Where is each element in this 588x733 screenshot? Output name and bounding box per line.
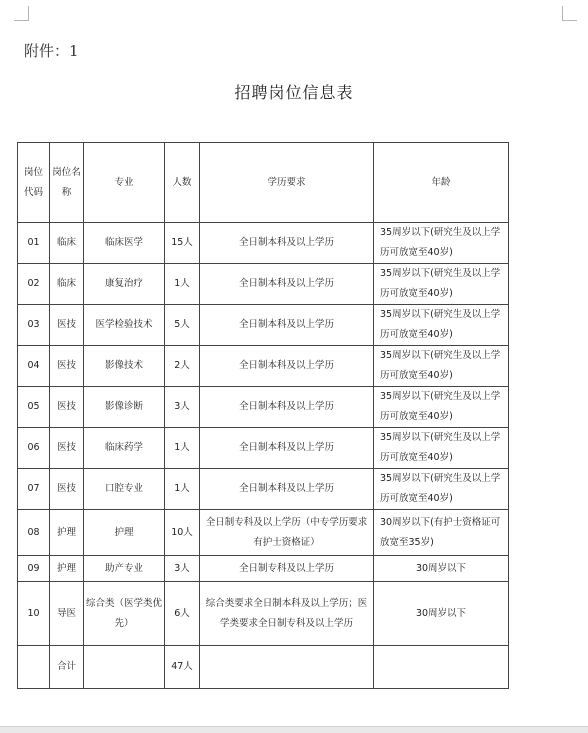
cell-code: 01 <box>18 223 50 264</box>
cell-code: 06 <box>18 428 50 469</box>
cell-name: 护理 <box>50 510 84 556</box>
cell-age: 35周岁以下(研究生及以上学历可放宽至40岁) <box>374 305 509 346</box>
cell-major: 口腔专业 <box>84 469 165 510</box>
header-education: 学历要求 <box>200 143 374 223</box>
cell-age: 30周岁以下(有护士资格证可放宽至35岁) <box>374 510 509 556</box>
table-row <box>18 510 509 556</box>
cell-major: 影像技术 <box>84 346 165 387</box>
cell-major: 护理 <box>84 510 165 556</box>
cell-age: 30周岁以下 <box>374 556 509 582</box>
cell-education: 全日制本科及以上学历 <box>200 223 374 264</box>
cell-count: 1人 <box>165 264 200 305</box>
cell-name: 医技 <box>50 305 84 346</box>
cell-count: 10人 <box>165 510 200 556</box>
header-major: 专业 <box>84 143 165 223</box>
cell-name: 临床 <box>50 264 84 305</box>
total-count: 47人 <box>165 646 200 689</box>
table-row <box>18 582 509 646</box>
cell-major: 康复治疗 <box>84 264 165 305</box>
cell-age: 35周岁以下(研究生及以上学历可放宽至40岁) <box>374 346 509 387</box>
cell-age: 35周岁以下(研究生及以上学历可放宽至40岁) <box>374 387 509 428</box>
cell-code: 09 <box>18 556 50 582</box>
recruitment-table <box>17 142 509 689</box>
attachment-label: 附件：1 <box>24 42 79 60</box>
cell-count: 6人 <box>165 582 200 646</box>
cell-education: 全日制本科及以上学历 <box>200 346 374 387</box>
cell-code: 02 <box>18 264 50 305</box>
cell-empty <box>18 646 50 689</box>
cell-education: 全日制本科及以上学历 <box>200 469 374 510</box>
cell-code: 10 <box>18 582 50 646</box>
cell-major: 医学检验技术 <box>84 305 165 346</box>
cell-count: 15人 <box>165 223 200 264</box>
cell-code: 04 <box>18 346 50 387</box>
header-name: 岗位名称 <box>50 143 84 223</box>
cell-count: 2人 <box>165 346 200 387</box>
header-age: 年龄 <box>374 143 509 223</box>
cell-empty <box>374 646 509 689</box>
cell-education: 全日制本科及以上学历 <box>200 387 374 428</box>
cell-education: 全日制本科及以上学历 <box>200 305 374 346</box>
cell-name: 医技 <box>50 469 84 510</box>
table-row <box>18 428 509 469</box>
table-total-row <box>18 646 509 689</box>
cell-name: 医技 <box>50 346 84 387</box>
cell-age: 35周岁以下(研究生及以上学历可放宽至40岁) <box>374 469 509 510</box>
cell-major: 助产专业 <box>84 556 165 582</box>
cell-code: 08 <box>18 510 50 556</box>
total-label: 合计 <box>50 646 84 689</box>
table-row <box>18 305 509 346</box>
cell-age: 35周岁以下(研究生及以上学历可放宽至40岁) <box>374 428 509 469</box>
table-row <box>18 387 509 428</box>
cell-count: 1人 <box>165 469 200 510</box>
cell-name: 医技 <box>50 387 84 428</box>
table-row <box>18 264 509 305</box>
cell-education: 全日制本科及以上学历 <box>200 264 374 305</box>
cell-education: 全日制本科及以上学历 <box>200 428 374 469</box>
table-header-row <box>18 143 509 223</box>
cell-age: 35周岁以下(研究生及以上学历可放宽至40岁) <box>374 264 509 305</box>
table-row <box>18 556 509 582</box>
cell-count: 1人 <box>165 428 200 469</box>
page-corner-mark-right <box>562 6 577 21</box>
cell-education: 综合类要求全日制本科及以上学历；医学类要求全日制专科及以上学历 <box>200 582 374 646</box>
page-corner-mark-left <box>14 6 29 21</box>
cell-code: 07 <box>18 469 50 510</box>
cell-count: 3人 <box>165 387 200 428</box>
cell-count: 3人 <box>165 556 200 582</box>
cell-empty <box>84 646 165 689</box>
header-count: 人数 <box>165 143 200 223</box>
header-code: 岗位代码 <box>18 143 50 223</box>
cell-age: 30周岁以下 <box>374 582 509 646</box>
document-title: 招聘岗位信息表 <box>234 83 354 102</box>
cell-empty <box>200 646 374 689</box>
cell-name: 导医 <box>50 582 84 646</box>
cell-age: 35周岁以下(研究生及以上学历可放宽至40岁) <box>374 223 509 264</box>
cell-education: 全日制专科及以上学历（中专学历要求有护士资格证） <box>200 510 374 556</box>
table-row <box>18 223 509 264</box>
table-row <box>18 346 509 387</box>
cell-major: 临床医学 <box>84 223 165 264</box>
cell-name: 医技 <box>50 428 84 469</box>
cell-major: 临床药学 <box>84 428 165 469</box>
cell-name: 护理 <box>50 556 84 582</box>
table-row <box>18 469 509 510</box>
cell-major: 综合类（医学类优先） <box>84 582 165 646</box>
cell-code: 05 <box>18 387 50 428</box>
cell-count: 5人 <box>165 305 200 346</box>
cell-major: 影像诊断 <box>84 387 165 428</box>
cell-code: 03 <box>18 305 50 346</box>
cell-education: 全日制专科及以上学历 <box>200 556 374 582</box>
cell-name: 临床 <box>50 223 84 264</box>
